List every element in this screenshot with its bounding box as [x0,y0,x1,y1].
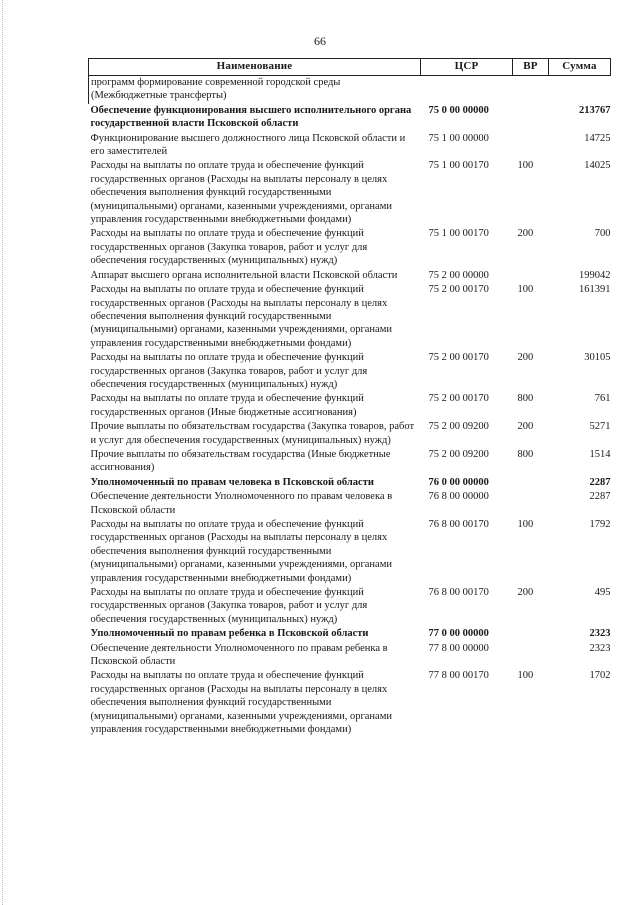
row-name: Уполномоченный по правам ребенка в Псковской области [90,628,369,640]
table-row [89,283,611,351]
row-vr [513,642,549,670]
row-name: Уполномоченный по правам человека в Псковской области [90,476,374,488]
header-sum: Сумма [549,59,611,76]
row-name: Расходы на выплаты по оплате труда и обеспечение функций государственных органов (Расходы на выплаты персоналу в целях обеспечения выполнения функций государственными (муниципальными) органами, казенными учреждениями, органами управления государственными внебюджетными фондами) [90,160,392,226]
row-vr [513,490,549,518]
row-name: Обеспечение функционирования высшего исполнительного органа государственной власти Псковской области [90,104,412,130]
row-name: Расходы на выплаты по оплате труда и обеспечение функций государственных органов (Расходы на выплаты персоналу в целях обеспечения выполнения функций государственными (муниципальными) органами, казенными учреждениями, органами управления государственными внебюджетными фондами) [90,670,392,736]
row-csr: 75 2 00 09200 [428,421,489,433]
row-csr: 75 2 00 00170 [428,284,489,296]
row-csr: 77 8 00 00170 [428,670,489,682]
row-csr: 75 2 00 00170 [428,352,489,364]
row-csr: 77 8 00 00000 [428,642,489,654]
row-sum: 30105 [584,352,611,364]
row-sum: 2287 [589,476,611,488]
row-sum: 14025 [584,160,611,172]
header-vr: ВР [513,59,549,76]
row-sum [549,76,611,104]
table-row [89,269,611,283]
row-name: Расходы на выплаты по оплате труда и обеспечение функций государственных органов (Иные бюджетные ассигнования) [90,393,364,418]
row-vr: 200 [517,421,534,433]
row-vr: 800 [517,393,534,405]
table-row [89,392,611,420]
row-sum: 2323 [589,642,611,654]
row-vr [513,627,549,641]
row-csr: 75 2 00 00000 [428,269,489,281]
row-sum: 199042 [579,269,611,281]
header-name: Наименование [89,59,421,76]
table-row [89,227,611,268]
row-csr: 76 8 00 00170 [428,519,489,530]
header-csr: ЦСР [421,59,513,76]
row-name: Прочие выплаты по обязательствам государства (Закупка товаров, работ и услуг для обеспечения государственных (муниципальных) нужд) [90,421,415,446]
table-row [89,104,611,132]
row-vr: 800 [517,448,534,460]
row-csr: 75 1 00 00170 [428,228,489,240]
row-csr: 76 0 00 00000 [428,476,489,488]
row-vr [513,132,549,160]
row-sum: 1514 [589,448,611,460]
row-csr: 76 8 00 00170 [428,587,489,599]
table-row [89,351,611,392]
row-sum: 5271 [589,421,611,433]
row-sum: 700 [594,228,611,240]
table-body [89,76,611,738]
row-vr [513,269,549,283]
row-name: Расходы на выплаты по оплате труда и обеспечение функций государственных органов (Расходы на выплаты персоналу в целях обеспечения выполнения функций государственными (муниципальными) органами, казенными учреждениями, органами управления государственными внебюджетными фондами) [90,284,392,349]
row-csr [421,76,513,104]
row-vr [513,76,549,104]
row-name: программ формирование современной городской среды (Межбюджетные трансферты) [89,76,421,104]
table-row [89,642,611,670]
row-vr [513,104,549,132]
row-name: Расходы на выплаты по оплате труда и обеспечение функций государственных органов (Расходы на выплаты персоналу в целях обеспечения выполнения функций государственными (муниципальными) органами, казенными учреждениями, органами управления государственными внебюджетными фондами) [90,519,392,584]
table-row [89,448,611,476]
table-row [89,518,611,586]
row-sum: 761 [594,393,611,405]
row-sum: 213767 [579,104,611,116]
row-name: Обеспечение деятельности Уполномоченного по правам человека в Псковской области [90,491,393,516]
row-csr: 77 0 00 00000 [428,628,489,640]
row-vr [513,476,549,490]
table-row [89,586,611,627]
row-vr: 100 [517,519,534,530]
table-row [89,76,611,104]
table-row [89,132,611,160]
row-sum: 495 [594,587,611,599]
row-name: Расходы на выплаты по оплате труда и обеспечение функций государственных органов (Закупка товаров, работ и услуг для обеспечения государственных (муниципальных) нужд) [90,352,368,390]
row-name: Функционирование высшего должностного лица Псковской области и его заместителей [90,132,406,158]
row-csr: 75 1 00 00000 [428,132,489,144]
scan-edge [2,0,7,905]
row-csr: 75 2 00 09200 [428,448,489,460]
row-csr: 75 2 00 00170 [428,393,489,405]
page-number: 66 [314,34,326,48]
table-row [89,476,611,490]
row-sum: 2323 [589,628,611,640]
row-sum: 14725 [584,132,611,144]
table-row [89,627,611,641]
budget-table [88,58,611,738]
row-vr: 100 [517,284,534,296]
row-name: Аппарат высшего органа исполнительной власти Псковской области [90,269,398,281]
row-name: Прочие выплаты по обязательствам государства (Иные бюджетные ассигнования) [90,448,391,474]
row-name: Расходы на выплаты по оплате труда и обеспечение функций государственных органов (Закупка товаров, работ и услуг для обеспечения государственных (муниципальных) нужд) [90,228,368,267]
row-name: Обеспечение деятельности Уполномоченного по правам ребенка в Псковской области [90,642,388,668]
row-vr: 200 [517,228,534,240]
row-sum: 2287 [589,491,611,503]
row-sum: 1792 [589,519,611,530]
row-vr: 200 [517,587,534,599]
row-vr: 100 [517,670,534,682]
row-csr: 75 0 00 00000 [428,104,489,116]
row-vr: 100 [517,160,534,172]
row-sum: 1702 [589,670,611,682]
table-row [89,159,611,227]
row-csr: 76 8 00 00000 [428,491,489,503]
row-name: Расходы на выплаты по оплате труда и обеспечение функций государственных органов (Закупка товаров, работ и услуг для обеспечения государственных (муниципальных) нужд) [90,587,368,625]
table-row [89,669,611,737]
row-csr: 75 1 00 00170 [428,160,489,172]
row-vr: 200 [517,352,534,364]
row-sum: 161391 [579,284,611,296]
table-row [89,490,611,518]
table-header-row [89,59,611,76]
table-row [89,420,611,448]
